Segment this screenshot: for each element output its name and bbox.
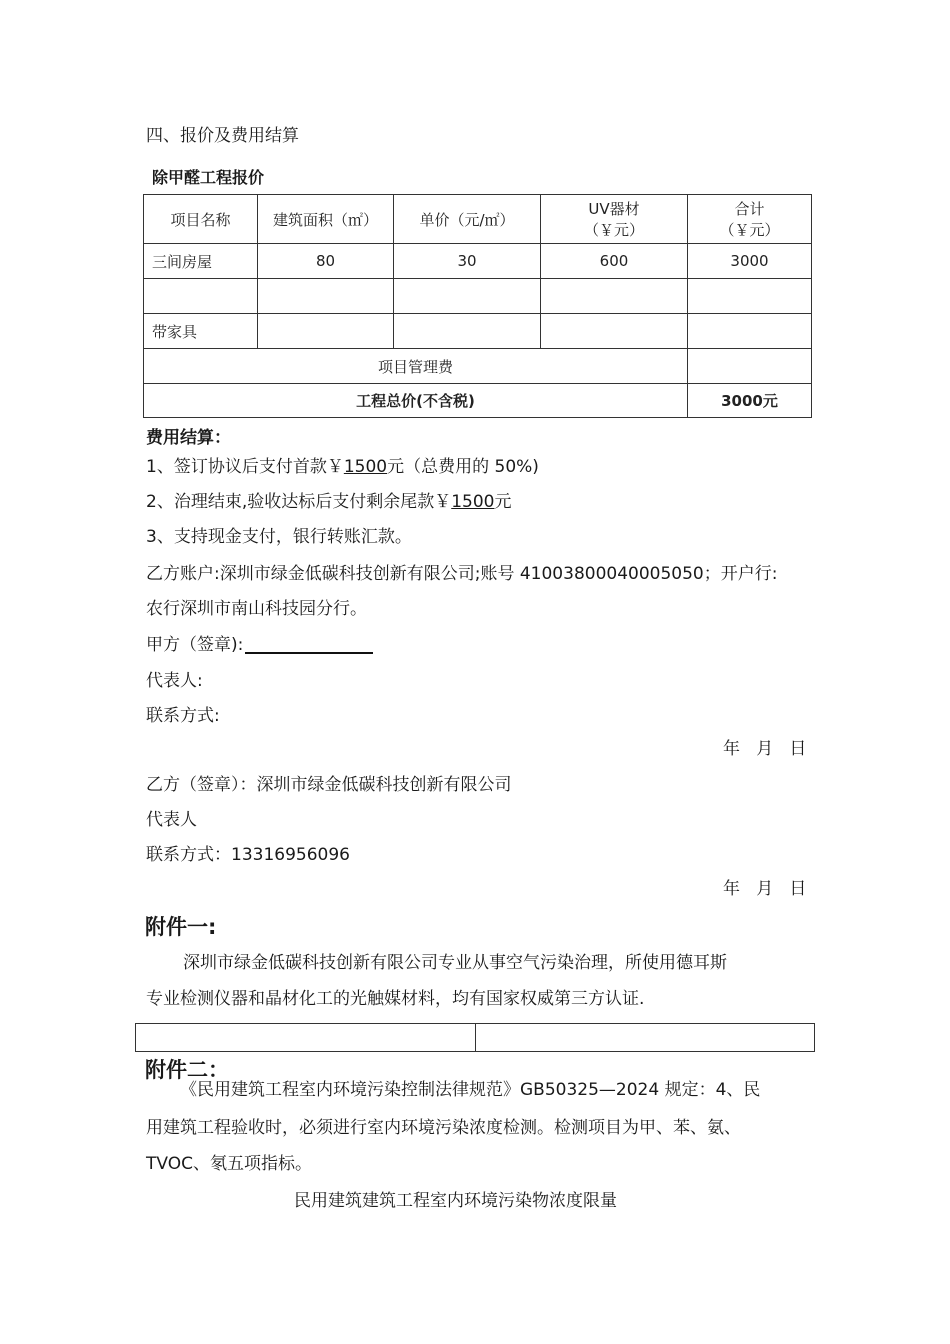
attachment-1-heading: 附件一: xyxy=(145,915,217,939)
party-a-contact: 联系方式: xyxy=(146,706,220,726)
attachment-1-line-1: 深圳市绿金低碳科技创新有限公司专业从事空气污染治理，所使用德耳斯 xyxy=(183,953,727,973)
management-fee-row xyxy=(144,349,812,384)
cell-uv xyxy=(541,279,688,314)
party-a-representative: 代表人: xyxy=(146,671,203,691)
total-value: 3000元 xyxy=(688,384,812,418)
limit-table-caption: 民用建筑建筑工程室内环境污染物浓度限量 xyxy=(294,1191,617,1211)
account-line-1: 乙方账户:深圳市绿金低碳科技创新有限公司;账号 41003800040005050；开户行: xyxy=(146,564,778,584)
cell-uv xyxy=(541,314,688,349)
header-total: 合计 （￥元） xyxy=(688,195,812,244)
section-heading: 四、报价及费用结算 xyxy=(146,126,299,146)
cell-uv: 600 xyxy=(541,244,688,279)
table-row xyxy=(144,244,812,279)
cell-area: 80 xyxy=(258,244,394,279)
party-b-contact: 联系方式：13316956096 xyxy=(146,845,350,865)
header-item-name: 项目名称 xyxy=(144,195,258,244)
cell-total: 3000 xyxy=(688,244,812,279)
party-b-date: 年 月 日 xyxy=(723,879,807,899)
table-row xyxy=(144,279,812,314)
signature-line xyxy=(245,634,373,654)
table-header-row xyxy=(144,195,812,244)
cell-unit-price: 30 xyxy=(394,244,541,279)
cell-unit-price xyxy=(394,279,541,314)
total-label: 工程总价(不含税) xyxy=(144,384,688,418)
header-unit-price: 单价（元/㎡） xyxy=(394,195,541,244)
settlement-heading: 费用结算： xyxy=(146,428,231,448)
cell-area xyxy=(258,314,394,349)
attachment-2-line-2: 用建筑工程验收时，必须进行室内环境污染浓度检测。检测项目为甲、苯、氨、 xyxy=(146,1118,741,1138)
cell-total xyxy=(688,314,812,349)
management-fee-value xyxy=(688,349,812,384)
header-area: 建筑面积（㎡） xyxy=(258,195,394,244)
blank-cell xyxy=(136,1024,476,1052)
attachment-2-line-3: TVOC、氡五项指标。 xyxy=(146,1154,312,1174)
attachment-2-heading: 附件二： xyxy=(145,1058,229,1082)
account-line-2: 农行深圳市南山科技园分行。 xyxy=(146,599,367,619)
attachment-2-line-1: 《民用建筑工程室内环境污染控制法律规范》GB50325—2024 规定：4、民 xyxy=(180,1080,761,1100)
first-payment-amount: 1500 xyxy=(343,457,388,477)
cell-item xyxy=(144,279,258,314)
cell-item: 三间房屋 xyxy=(144,244,258,279)
party-a-date: 年 月 日 xyxy=(723,739,807,759)
final-payment-amount: 1500 xyxy=(451,492,495,512)
table-row xyxy=(144,314,812,349)
cell-item: 带家具 xyxy=(144,314,258,349)
attachment-blank-table xyxy=(135,1023,815,1052)
attachment-1-line-2: 专业检测仪器和晶材化工的光触媒材料，均有国家权威第三方认证. xyxy=(146,989,645,1009)
party-b-seal: 乙方（签章）：深圳市绿金低碳科技创新有限公司 xyxy=(146,775,512,795)
party-a-seal: 甲方（签章): xyxy=(146,633,373,657)
management-fee-label: 项目管理费 xyxy=(144,349,688,384)
blank-cell xyxy=(476,1024,815,1052)
table-title: 除甲醛工程报价 xyxy=(152,168,265,187)
party-b-representative: 代表人 xyxy=(146,810,197,830)
cell-area xyxy=(258,279,394,314)
quote-table xyxy=(143,194,812,418)
cell-total xyxy=(688,279,812,314)
settlement-item-3: 3、支持现金支付，银行转账汇款。 xyxy=(146,527,412,547)
header-uv-equipment: UV器材 （￥元） xyxy=(541,195,688,244)
settlement-item-2: 2、治理结束,验收达标后支付剩余尾款￥1500元 xyxy=(146,492,512,512)
settlement-item-1: 1、签订协议后支付首款￥1500元（总费用的 50%) xyxy=(146,457,539,477)
cell-unit-price xyxy=(394,314,541,349)
total-row xyxy=(144,384,812,418)
